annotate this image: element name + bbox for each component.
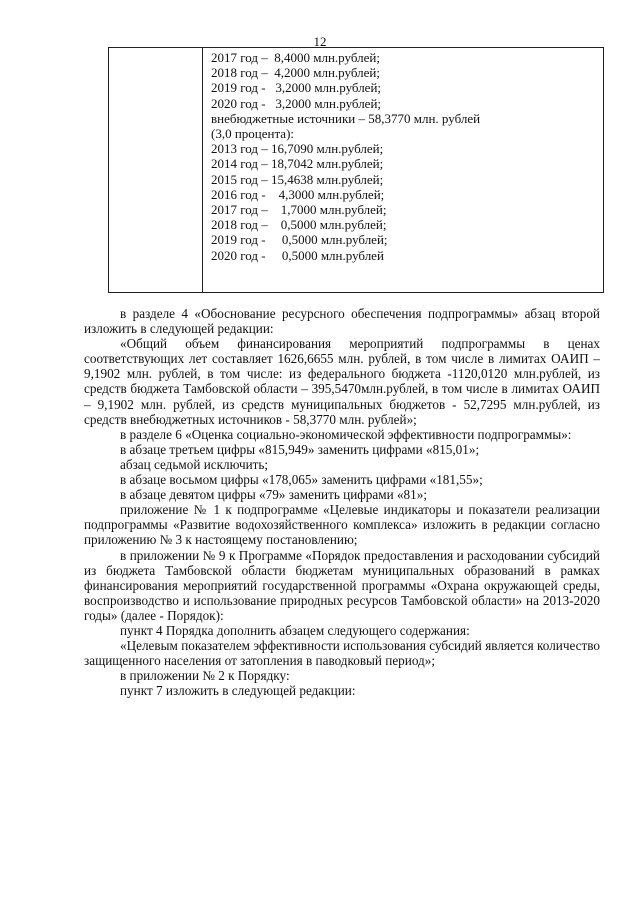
table-line: 2018 год – 0,5000 млн.рублей;	[211, 217, 387, 233]
paragraph: в приложении № 9 к Программе «Порядок предоставления и расходовании субсидий из бюджета Тамбовской области бюджетам муниципальных образований в рамках финансирования мероприятий государственной программы «Охрана окружающей среды, воспроизводство и использование природных ресурсов Тамбовской области» на 2013-2020 годы» (далее - Порядок):	[84, 547, 600, 623]
table-cell-funding	[211, 50, 599, 263]
table-line: 2014 год – 18,7042 млн.рублей;	[211, 156, 384, 172]
paragraph: в абзаце девятом цифры «79» заменить цифрами «81»;	[120, 487, 427, 503]
paragraph: в абзаце третьем цифры «815,949» заменить цифрами «815,01»;	[120, 441, 480, 457]
table-line: 2018 год – 4,2000 млн.рублей;	[211, 65, 380, 81]
paragraph: приложение № 1 к подпрограмме «Целевые индикаторы и показатели реализации подпрограммы «Развитие водохозяйственного комплекса» изложить в редакции согласно приложению № 3 к настоящему постановлению;	[84, 502, 600, 548]
paragraph: в приложении № 2 к Порядку:	[120, 668, 290, 684]
paragraph: в абзаце восьмом цифры «178,065» заменить цифрами «181,55»;	[120, 472, 483, 488]
table-line: внебюджетные источники – 58,3770 млн. рублей	[211, 110, 481, 126]
paragraph: в разделе 6 «Оценка социально-экономической эффективности подпрограммы»:	[120, 426, 572, 442]
paragraph: пункт 4 Порядка дополнить абзацем следующего содержания:	[120, 622, 470, 638]
table-line: 2019 год - 3,2000 млн.рублей;	[211, 80, 382, 96]
paragraph: «Целевым показателем эффективности использования субсидий является количество защищенного населения от затопления в паводковый период»;	[84, 638, 600, 669]
paragraph: в разделе 4 «Обоснование ресурсного обеспечения подпрограммы» абзац второй изложить в следующей редакции:	[84, 306, 600, 337]
table-line: 2015 год – 15,4638 млн.рублей;	[211, 171, 384, 187]
paragraph: абзац седьмой исключить;	[120, 456, 269, 472]
table-line: 2020 год - 3,2000 млн.рублей;	[211, 95, 382, 111]
paragraph: пункт 7 изложить в следующей редакции:	[120, 683, 356, 699]
funding-table	[108, 47, 604, 293]
page-number: 12	[313, 34, 327, 49]
table-line: (3,0 процента):	[211, 126, 295, 142]
table-line: 2020 год - 0,5000 млн.рублей	[211, 247, 384, 263]
paragraph: «Общий объем финансирования мероприятий подпрограммы в ценах соответствующих лет составляет 1626,6655 млн. рублей, в том числе в лимитах ОАИП – 9,1902 млн. рублей, в том числе: из федерального бюджета -1120,0120 млн.рублей, из средств бюджета Тамбовской области – 395,5470млн.рублей, в том числе в лимитах ОАИП – 9,1902 млн. рублей, из средств муниципальных бюджетов - 52,7295 млн.рублей, из средств внебюджетных источников - 58,3770 млн. рублей»;	[84, 336, 600, 427]
table-line: 2017 год – 1,7000 млн.рублей;	[211, 202, 387, 218]
table-line: 2016 год - 4,3000 млн.рублей;	[211, 186, 385, 202]
table-line: 2013 год – 16,7090 млн.рублей;	[211, 141, 384, 157]
table-column-divider	[202, 48, 203, 292]
document-body	[84, 306, 600, 698]
table-line: 2017 год – 8,4000 млн.рублей;	[211, 50, 380, 65]
table-line: 2019 год - 0,5000 млн.рублей;	[211, 232, 388, 248]
